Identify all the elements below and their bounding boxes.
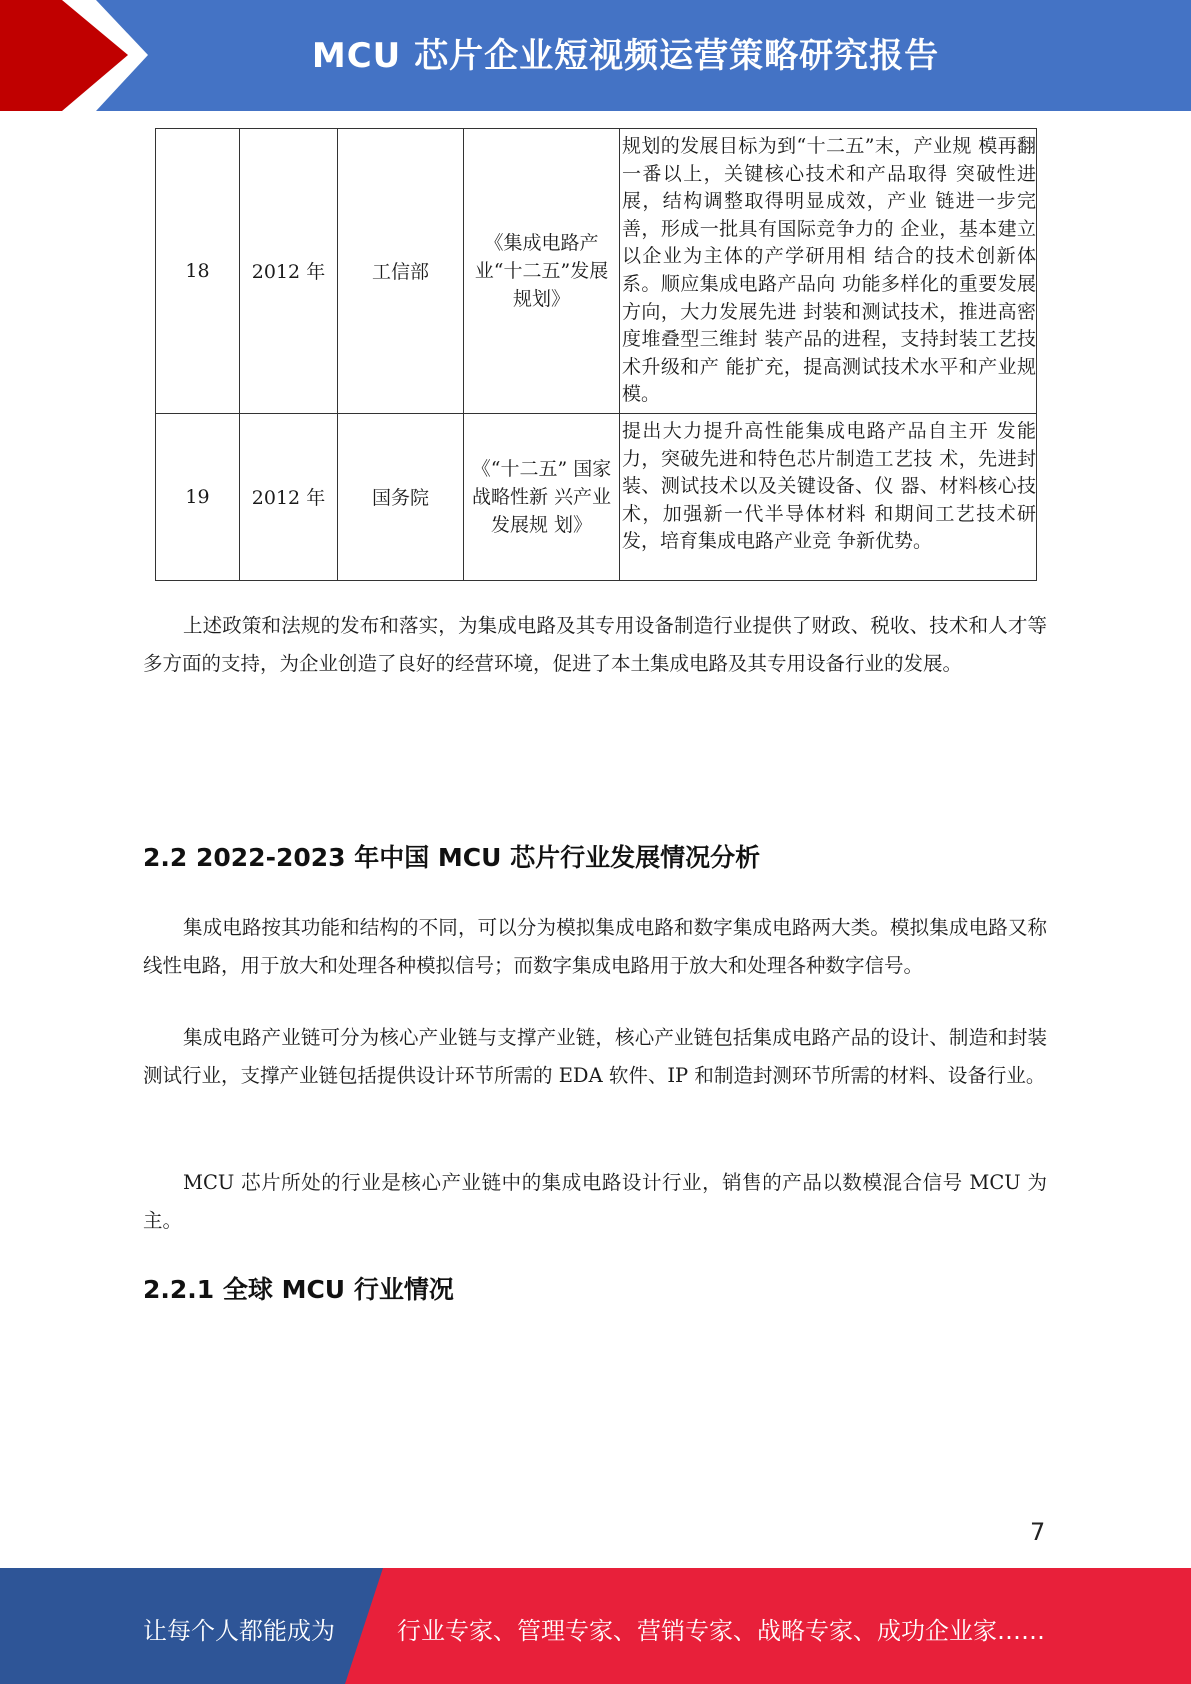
table-row <box>156 129 1037 414</box>
section-heading-2-2-1: 2.2.1 全球 MCU 行业情况 <box>143 1275 454 1304</box>
section-heading-2-2: 2.2 2022-2023 年中国 MCU 芯片行业发展情况分析 <box>143 843 761 872</box>
paragraph-mcu-industry: MCU 芯片所处的行业是核心产业链中的集成电路设计行业，销售的产品以数模混合信号 MCU 为主。 <box>143 1171 1047 1232</box>
row-document: 《“十二五” 国家战略性新 兴产业发展规 划》 <box>464 413 620 580</box>
row-department: 国务院 <box>338 413 464 580</box>
paragraph-ic-chain: 集成电路产业链可分为核心产业链与支撑产业链，核心产业链包括集成电路产品的设计、制造和封装测试行业，支撑产业链包括提供设计环节所需的 EDA 软件、IP 和制造封测环节所需的材料、设备行业。 <box>143 1026 1047 1087</box>
page-number: 7 <box>1030 1518 1046 1546</box>
table-row <box>156 413 1037 580</box>
policy-table <box>155 128 1037 581</box>
page-header <box>0 0 1191 111</box>
row-document: 《集成电路产业“十二五”发展规划》 <box>464 129 620 414</box>
paragraph-policy-summary: 上述政策和法规的发布和落实，为集成电路及其专用设备制造行业提供了财政、税收、技术和人才等多方面的支持，为企业创造了良好的经营环境，促进了本土集成电路及其专用设备行业的发展。 <box>143 614 1047 675</box>
row-description: 规划的发展目标为到“十二五”末，产业规 模再翻一番以上，关键核心技术和产品取得 突破性进展，结构调整取得明显成效，产业 链进一步完善，形成一批具有国际竞争力的 企业，基本建立以企业为主体的产学研用相 结合的技术创新体系。顺应集成电路产品向 功能多样化的重要发展方向，大力发展先进 封装和测试技术，推进高密度堆叠型三维封 装产品的进程，支持封装工艺技术升级和产 能扩充，提高测试技术水平和产业规模。 <box>620 129 1037 414</box>
paragraph-ic-types: 集成电路按其功能和结构的不同，可以分为模拟集成电路和数字集成电路两大类。模拟集成电路又称线性电路，用于放大和处理各种模拟信号；而数字集成电路用于放大和处理各种数字信号。 <box>143 916 1047 977</box>
row-year: 2012 年 <box>240 129 338 414</box>
row-department: 工信部 <box>338 129 464 414</box>
row-description: 提出大力提升高性能集成电路产品自主开 发能力，突破先进和特色芯片制造工艺技 术，先进封装、测试技术以及关键设备、仪 器、材料核心技术，加强新一代半导体材料 和期间工艺技术研发，培育集成电路产业竞 争新优势。 <box>620 413 1037 580</box>
page-footer <box>0 1568 1191 1684</box>
row-year: 2012 年 <box>240 413 338 580</box>
footer-slogan-right: 行业专家、管理专家、营销专家、战略专家、成功企业家…… <box>397 1617 1045 1645</box>
footer-slogan-left: 让每个人都能成为 <box>143 1617 335 1645</box>
row-index: 19 <box>156 413 240 580</box>
header-title: MCU 芯片企业短视频运营策略研究报告 <box>311 36 940 76</box>
row-index: 18 <box>156 129 240 414</box>
